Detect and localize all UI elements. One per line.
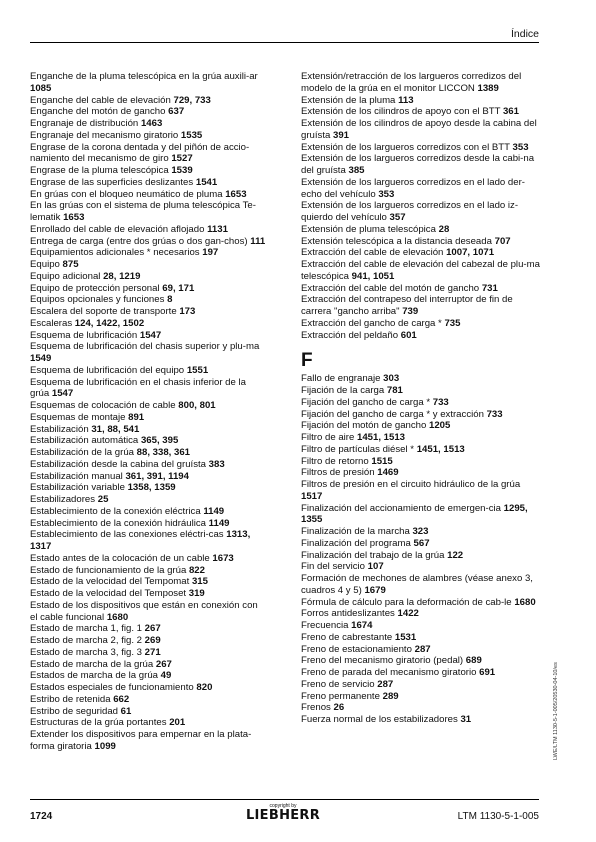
index-entry-text: Filtro de aire bbox=[301, 432, 355, 443]
document-id: LTM 1130-5-1-005 bbox=[457, 811, 539, 822]
index-entry bbox=[30, 118, 266, 130]
index-entry bbox=[30, 729, 266, 753]
index-entry bbox=[30, 506, 266, 518]
index-entry bbox=[30, 600, 266, 624]
index-entry-text: Estribo de retenida bbox=[30, 693, 111, 705]
index-entry bbox=[301, 283, 541, 295]
index-entry bbox=[301, 644, 541, 656]
index-entry-text: Freno del mecanismo giratorio (pedal) bbox=[301, 655, 464, 667]
index-entry-pages: 113 bbox=[398, 94, 414, 106]
index-entry bbox=[30, 623, 266, 635]
index-entry-text: Estado de la velocidad del Tempomat bbox=[30, 576, 190, 588]
index-entry-pages: 1680 bbox=[514, 596, 536, 608]
index-entry bbox=[30, 424, 266, 436]
index-entry-text: Extensión de los largueros corredizos con el BTT bbox=[301, 141, 510, 153]
index-entry-text: Extracción del peldaño bbox=[301, 329, 399, 341]
index-entry-pages: 88, 338, 361 bbox=[136, 447, 191, 458]
index-entry bbox=[301, 397, 541, 409]
index-entry-text: Equipamientos adicionales * necesarios bbox=[30, 247, 200, 259]
index-entry-text: Fijación del gancho de carga * y extracción bbox=[301, 408, 484, 420]
index-entry bbox=[30, 494, 266, 506]
index-entry-text: Estados de marcha de la grúa bbox=[30, 670, 158, 682]
index-entry bbox=[301, 550, 541, 562]
index-entry bbox=[30, 529, 266, 553]
index-entry-pages: 303 bbox=[383, 373, 400, 385]
index-entry-text: Estado de marcha de la grúa bbox=[30, 658, 154, 670]
index-entry-text: Freno de parada del mecanismo giratorio bbox=[301, 667, 477, 678]
section-letter-f: F bbox=[301, 350, 313, 372]
index-entry-pages: 69, 171 bbox=[162, 282, 195, 294]
index-entry bbox=[30, 553, 266, 565]
index-entry-pages: 319 bbox=[188, 588, 205, 599]
index-entry bbox=[301, 177, 541, 201]
index-entry-text: Estado de marcha 2, fig. 2 bbox=[30, 635, 142, 646]
index-entry-text: Esquema de lubrificación bbox=[30, 329, 138, 341]
index-entry bbox=[301, 294, 541, 318]
index-entry-pages: 107 bbox=[367, 561, 384, 573]
index-entry-pages: 267 bbox=[144, 623, 161, 635]
index-entry bbox=[301, 620, 541, 632]
index-entry-pages: 1389 bbox=[477, 82, 499, 94]
index-entry-pages: 1515 bbox=[371, 455, 393, 467]
index-entry bbox=[301, 561, 541, 573]
index-entry bbox=[30, 694, 266, 706]
index-entry bbox=[301, 224, 541, 236]
index-entry-text: Estabilización manual bbox=[30, 470, 123, 482]
index-entry bbox=[301, 608, 541, 620]
index-entry-text: Enganche de la pluma telescópica en la grúa auxili-ar bbox=[30, 71, 258, 82]
index-entry-pages: 1517 bbox=[301, 490, 323, 502]
header-divider bbox=[30, 42, 539, 43]
index-entry bbox=[301, 106, 541, 118]
index-entry-pages: 567 bbox=[413, 537, 430, 549]
index-entry-pages: 353 bbox=[512, 141, 529, 153]
index-entry bbox=[301, 330, 541, 342]
index-entry-pages: 1007, 1071 bbox=[446, 247, 495, 259]
index-entry-text: Extensión de pluma telescópica bbox=[301, 223, 436, 235]
index-entry-pages: 201 bbox=[169, 717, 186, 729]
index-entry-pages: 357 bbox=[389, 212, 406, 223]
index-entry-pages: 1653 bbox=[225, 188, 247, 200]
index-entry-pages: 662 bbox=[113, 693, 130, 705]
index-entry-text: Finalización de la marcha bbox=[301, 526, 410, 537]
index-entry bbox=[30, 377, 266, 401]
index-entry bbox=[30, 706, 266, 718]
index-entry bbox=[30, 471, 266, 483]
index-entry bbox=[301, 71, 541, 95]
index-entry-pages: 1451, 1513 bbox=[416, 443, 465, 455]
index-entry-pages: 1539 bbox=[171, 165, 193, 176]
index-entry-text: Extensión de la pluma bbox=[301, 94, 396, 106]
index-entry-pages: 315 bbox=[191, 576, 208, 588]
index-entry bbox=[301, 247, 541, 259]
index-entry-text: Extender los dispositivos para empernar en la plata-forma giratoria bbox=[30, 729, 252, 752]
page-number: 1724 bbox=[30, 811, 53, 822]
index-entry bbox=[30, 717, 266, 729]
index-entry-text: Finalización del programa bbox=[301, 537, 411, 549]
liebherr-logo bbox=[241, 803, 325, 823]
index-entry-pages: 289 bbox=[382, 690, 399, 702]
index-entry bbox=[30, 224, 266, 236]
index-entry-pages: 49 bbox=[160, 670, 172, 682]
index-entry bbox=[30, 576, 266, 588]
index-entry-pages: 26 bbox=[333, 702, 345, 714]
index-entry bbox=[30, 106, 266, 118]
index-entry-pages: 637 bbox=[168, 106, 185, 118]
index-entry-text: Freno de cabrestante bbox=[301, 631, 393, 643]
index-entry-pages: 353 bbox=[378, 188, 395, 200]
index-entry bbox=[30, 306, 266, 318]
index-entry-text: Extracción del cable de elevación bbox=[301, 247, 444, 259]
index-entry bbox=[30, 482, 266, 494]
index-entry bbox=[301, 385, 541, 397]
footer-divider bbox=[30, 799, 539, 800]
index-entry bbox=[30, 177, 266, 189]
index-entry-text: Enganche del motón de gancho bbox=[30, 106, 166, 118]
index-entry-pages: 28, 1219 bbox=[103, 270, 141, 282]
index-entry-text: Esquema de lubrificación del chasis superior y plu-ma bbox=[30, 341, 260, 353]
index-entry-text: Fijación del gancho de carga * bbox=[301, 396, 431, 408]
index-entry-text: Establecimiento de la conexión eléctrica bbox=[30, 505, 201, 517]
index-entry-pages: 707 bbox=[494, 235, 511, 247]
index-entry bbox=[30, 189, 266, 201]
index-entry-text: Engranaje del mecanismo giratorio bbox=[30, 129, 179, 141]
index-entry-pages: 1673 bbox=[212, 552, 234, 564]
index-entry-text: Escaleras bbox=[30, 317, 73, 329]
index-entry bbox=[301, 573, 541, 597]
index-entry-pages: 122 bbox=[447, 549, 464, 561]
index-entry-text: Finalización del trabajo de la grúa bbox=[301, 549, 445, 561]
index-entry-text: Estado de marcha 3, fig. 3 bbox=[30, 646, 142, 658]
index-entry-text: Estado antes de la colocación de un cable bbox=[30, 552, 210, 564]
index-entry-text: Estructuras de la grúa portantes bbox=[30, 717, 167, 729]
index-entry-pages: 733 bbox=[486, 408, 503, 420]
index-entry bbox=[30, 259, 266, 271]
index-entry bbox=[301, 432, 541, 444]
index-entry-text: Extracción del gancho de carga * bbox=[301, 317, 442, 329]
index-entry-pages: 1535 bbox=[180, 129, 203, 141]
index-entry bbox=[301, 259, 541, 283]
index-entry-text: Filtro de retorno bbox=[301, 455, 369, 467]
index-entry-text: Estribo de seguridad bbox=[30, 705, 118, 717]
index-entry-text: Extracción del contrapeso del interruptor de fin de carrera "gancho arriba" bbox=[301, 294, 513, 317]
index-entry bbox=[30, 588, 266, 600]
index-entry-text: Estado de marcha 1, fig. 1 bbox=[30, 623, 142, 635]
index-entry bbox=[301, 420, 541, 432]
index-entry-text: Esquemas de colocación de cable bbox=[30, 400, 176, 411]
index-entry-pages: 361, 391, 1194 bbox=[125, 470, 189, 482]
index-entry bbox=[301, 409, 541, 421]
index-entry bbox=[30, 130, 266, 142]
index-entry bbox=[30, 459, 266, 471]
index-entry-pages: 111 bbox=[250, 235, 266, 247]
index-entry bbox=[301, 236, 541, 248]
index-entry-pages: 781 bbox=[386, 385, 403, 396]
index-entry-text: Esquema de lubrificación del equipo bbox=[30, 364, 185, 376]
index-entry-text: Extensión de los cilindros de apoyo con el BTT bbox=[301, 106, 501, 118]
index-entry-text: Fin del servicio bbox=[301, 561, 365, 573]
index-entry-text: Extensión/retracción de los largueros corredizos del modelo de la grúa en el monitor LICCON bbox=[301, 71, 522, 94]
index-entry-text: Finalización del accionamiento de emergen-cia bbox=[301, 502, 501, 514]
index-entry-pages: 1527 bbox=[171, 153, 193, 165]
index-entry bbox=[30, 165, 266, 177]
index-entry-pages: 1551 bbox=[186, 364, 209, 376]
brand-wordmark: LIEBHERR bbox=[245, 808, 321, 823]
index-entry bbox=[301, 153, 541, 177]
index-entry bbox=[301, 538, 541, 550]
index-entry-text: Extensión de los largueros corredizos en el lado der-echo del vehículo bbox=[301, 176, 525, 200]
index-entry-pages: 1547 bbox=[51, 388, 74, 400]
index-entry-pages: 365, 395 bbox=[140, 435, 179, 447]
index-entry-pages: 1547 bbox=[139, 329, 162, 341]
index-entry-text: Extensión de los largueros corredizos en el lado iz-quierdo del vehículo bbox=[301, 200, 519, 223]
index-entry-pages: 1205 bbox=[429, 420, 451, 432]
right-column bbox=[301, 71, 541, 726]
index-entry-text: Estados especiales de funcionamiento bbox=[30, 682, 194, 693]
index-entry bbox=[301, 479, 541, 503]
index-entry-pages: 1679 bbox=[364, 584, 386, 596]
index-entry-pages: 1549 bbox=[30, 353, 52, 364]
index-entry-pages: 31 bbox=[460, 714, 472, 725]
index-entry-text: En las grúas con el sistema de pluma telescópica Te-lematik bbox=[30, 200, 256, 223]
index-entry bbox=[30, 365, 266, 377]
index-entry-text: Establecimiento de las conexiones eléctri-cas bbox=[30, 529, 224, 541]
index-entry-pages: 287 bbox=[377, 678, 394, 690]
index-entry-pages: 173 bbox=[179, 306, 196, 317]
index-entry-pages: 1358, 1359 bbox=[127, 482, 176, 494]
index-entry bbox=[30, 142, 266, 166]
index-entry-text: Escalera del soporte de transporte bbox=[30, 306, 177, 317]
index-entry-text: Fallo de engranaje bbox=[301, 373, 381, 385]
index-entry bbox=[301, 667, 541, 679]
index-entry bbox=[30, 447, 266, 459]
index-entry-text: Equipo bbox=[30, 259, 60, 270]
index-entry-text: Entrega de carga (entre dos grúas o dos gan-chos) bbox=[30, 235, 248, 247]
index-entry-pages: 197 bbox=[202, 247, 219, 259]
index-entry-pages: 391 bbox=[333, 129, 350, 141]
index-entry-pages: 689 bbox=[465, 655, 482, 667]
index-entry-pages: 875 bbox=[62, 259, 79, 270]
index-entry bbox=[301, 118, 541, 142]
page-header-title: Índice bbox=[510, 28, 539, 40]
index-entry bbox=[30, 435, 266, 447]
index-entry-text: Enganche del cable de elevación bbox=[30, 94, 171, 106]
index-entry-text: Estado de los dispositivos que están en conexión con el cable funcional bbox=[30, 599, 258, 623]
index-entry bbox=[30, 294, 266, 306]
index-entry-text: Fijación de la carga bbox=[301, 385, 385, 396]
index-entry-pages: 733 bbox=[432, 396, 449, 408]
index-entry bbox=[30, 565, 266, 577]
index-entry-text: Frecuencia bbox=[301, 620, 349, 631]
index-entry bbox=[30, 659, 266, 671]
index-entry-text: Equipo de protección personal bbox=[30, 282, 160, 294]
index-entry-pages: 28 bbox=[438, 223, 450, 235]
index-entry-text: En grúas con el bloqueo neumático de pluma bbox=[30, 188, 223, 200]
index-entry-pages: 941, 1051 bbox=[351, 270, 395, 282]
index-entry-text: Frenos bbox=[301, 702, 331, 714]
index-entry-text: Engrase de la corona dentada y del piñón de accio-namiento del mecanismo de giro bbox=[30, 141, 250, 165]
index-entry bbox=[301, 679, 541, 691]
index-entry-pages: 25 bbox=[97, 494, 109, 505]
index-entry bbox=[301, 95, 541, 107]
index-entry bbox=[30, 670, 266, 682]
index-entry-text: Establecimiento de la conexión hidráulica bbox=[30, 517, 206, 529]
index-entry-text: Esquema de lubrificación en el chasis inferior de la grúa bbox=[30, 376, 246, 400]
index-entry bbox=[30, 318, 266, 330]
index-entry-text: Extensión de los largueros corredizos desde la cabi-na del gruísta bbox=[301, 153, 535, 176]
index-entry-text: Estabilización variable bbox=[30, 482, 125, 494]
index-entry-text: Extensión telescópica a la distancia deseada bbox=[301, 235, 492, 247]
index-entry-pages: 735 bbox=[444, 317, 461, 329]
index-entry-pages: 1653 bbox=[63, 212, 85, 223]
index-entry bbox=[301, 444, 541, 456]
index-entry-pages: 385 bbox=[348, 165, 365, 176]
index-entry-pages: 1680 bbox=[106, 611, 129, 623]
left-column bbox=[30, 71, 266, 753]
index-entry bbox=[301, 503, 541, 527]
index-entry-pages: 8 bbox=[167, 294, 173, 306]
index-entry bbox=[301, 142, 541, 154]
index-entry-text: Engrase de la pluma telescópica bbox=[30, 165, 169, 176]
index-entry-text: Fuerza normal de los estabilizadores bbox=[301, 714, 458, 725]
index-entry bbox=[301, 318, 541, 330]
index-entry-text: Equipos opcionales y funciones bbox=[30, 294, 165, 306]
index-entry bbox=[30, 71, 266, 95]
index-entry bbox=[301, 456, 541, 468]
index-entry-text: Estabilización automática bbox=[30, 435, 139, 447]
side-document-code: LWE/LTM 1130-5-1-005/20530-04-10/es bbox=[553, 662, 559, 760]
index-entry-text: Forros antideslizantes bbox=[301, 608, 395, 620]
index-entry-pages: 1674 bbox=[351, 620, 373, 631]
index-entry bbox=[30, 400, 266, 412]
index-entry bbox=[30, 412, 266, 424]
index-entry-text: Estabilización bbox=[30, 423, 89, 435]
index-entry-pages: 361 bbox=[502, 106, 519, 118]
index-entry-text: Extracción del cable del motón de gancho bbox=[301, 282, 480, 294]
index-entry bbox=[30, 635, 266, 647]
index-entry-pages: 822 bbox=[188, 564, 205, 576]
index-entry-text: Equipo adicional bbox=[30, 270, 101, 282]
copyright-label: copyright by bbox=[269, 803, 297, 809]
index-entry bbox=[301, 691, 541, 703]
index-entry-text: Formación de mechones de alambres (véase anexo 3, cuadros 4 y 5) bbox=[301, 573, 533, 596]
index-entry-text: Filtro de partículas diésel * bbox=[301, 443, 415, 455]
index-entry-pages: 61 bbox=[120, 705, 132, 717]
index-entry bbox=[30, 518, 266, 530]
index-entry-pages: 1451, 1513 bbox=[357, 432, 406, 443]
index-entry-text: Fijación del motón de gancho bbox=[301, 420, 427, 432]
index-entry bbox=[30, 236, 266, 248]
index-entry-text: Estabilización desde la cabina del gruísta bbox=[30, 458, 206, 470]
index-entry-text: Esquemas de montaje bbox=[30, 411, 126, 423]
index-entry-text: Fórmula de cálculo para la deformación de cab-le bbox=[301, 596, 512, 608]
index-entry bbox=[30, 271, 266, 283]
index-entry-pages: 729, 733 bbox=[173, 94, 211, 106]
index-entry bbox=[301, 467, 541, 479]
index-entry-pages: 731 bbox=[481, 282, 498, 294]
index-entry-pages: 820 bbox=[196, 682, 213, 693]
index-entry-pages: 124, 1422, 1502 bbox=[74, 317, 145, 329]
index-entry-pages: 269 bbox=[144, 635, 161, 646]
index-entry-pages: 739 bbox=[402, 306, 419, 317]
index-entry-pages: 31, 88, 541 bbox=[91, 423, 140, 435]
index-entry-pages: 1099 bbox=[94, 740, 116, 752]
index-entry-pages: 891 bbox=[128, 411, 145, 423]
index-entry-text: Filtros de presión bbox=[301, 467, 375, 479]
index-entry-pages: 1541 bbox=[195, 176, 218, 188]
index-entry bbox=[30, 330, 266, 342]
index-entry-text: Engrase de las superficies deslizantes bbox=[30, 176, 194, 188]
index-entry bbox=[30, 283, 266, 295]
index-entry bbox=[30, 341, 266, 365]
index-entry-pages: 1469 bbox=[377, 467, 399, 479]
index-entry bbox=[301, 373, 541, 385]
index-entry bbox=[301, 200, 541, 224]
index-entry-pages: 1531 bbox=[394, 631, 417, 643]
index-entry-pages: 1422 bbox=[397, 608, 419, 620]
index-entry-pages: 691 bbox=[479, 667, 496, 678]
index-entry bbox=[301, 714, 541, 726]
index-entry-pages: 1295, 1355 bbox=[301, 502, 528, 526]
index-entry-text: Freno de estacionamiento bbox=[301, 643, 412, 655]
index-entry-text: Enrollado del cable de elevación aflojado bbox=[30, 223, 205, 235]
index-entry-text: Estabilizadores bbox=[30, 494, 96, 505]
index-entry-text: Freno permanente bbox=[301, 690, 380, 702]
index-entry-pages: 1085 bbox=[30, 82, 52, 94]
index-entry-text: Estado de la velocidad del Temposet bbox=[30, 588, 187, 599]
index-entry bbox=[30, 95, 266, 107]
index-entry-pages: 1463 bbox=[140, 118, 163, 129]
index-entry bbox=[30, 647, 266, 659]
index-entry-text: Engranaje de distribución bbox=[30, 118, 139, 129]
right-entries-e bbox=[301, 71, 541, 341]
index-entry-pages: 323 bbox=[412, 526, 429, 537]
index-entry bbox=[301, 526, 541, 538]
index-entry-pages: 601 bbox=[400, 329, 417, 341]
index-entry bbox=[301, 655, 541, 667]
index-entry-pages: 800, 801 bbox=[178, 400, 216, 411]
index-entry bbox=[30, 247, 266, 259]
index-entry-pages: 383 bbox=[208, 458, 225, 470]
index-entry-text: Extensión de los cilindros de apoyo desde la cabina del gruísta bbox=[301, 118, 537, 141]
right-entries-f bbox=[301, 373, 541, 726]
index-entry bbox=[301, 632, 541, 644]
index-entry-pages: 1149 bbox=[203, 505, 225, 517]
index-entry bbox=[30, 682, 266, 694]
index-entry-pages: 1149 bbox=[208, 517, 230, 529]
index-entry-text: Filtros de presión en el circuito hidráulico de la grúa bbox=[301, 479, 521, 490]
index-entry bbox=[30, 200, 266, 224]
index-entry-pages: 271 bbox=[144, 646, 161, 658]
index-entry bbox=[301, 702, 541, 714]
index-entry-pages: 1131 bbox=[207, 223, 228, 235]
index-entry-text: Estado de funcionamiento de la grúa bbox=[30, 564, 187, 576]
index-entry bbox=[301, 597, 541, 609]
index-entry-pages: 1313, 1317 bbox=[30, 529, 251, 552]
index-entry-text: Estabilización de la grúa bbox=[30, 447, 134, 458]
index-entry-text: Freno de servicio bbox=[301, 678, 375, 690]
index-entry-pages: 287 bbox=[414, 643, 431, 655]
index-entry-text: Extracción del cable de elevación del cabezal de plu-ma telescópica bbox=[301, 259, 540, 282]
index-entry-pages: 267 bbox=[155, 658, 172, 670]
